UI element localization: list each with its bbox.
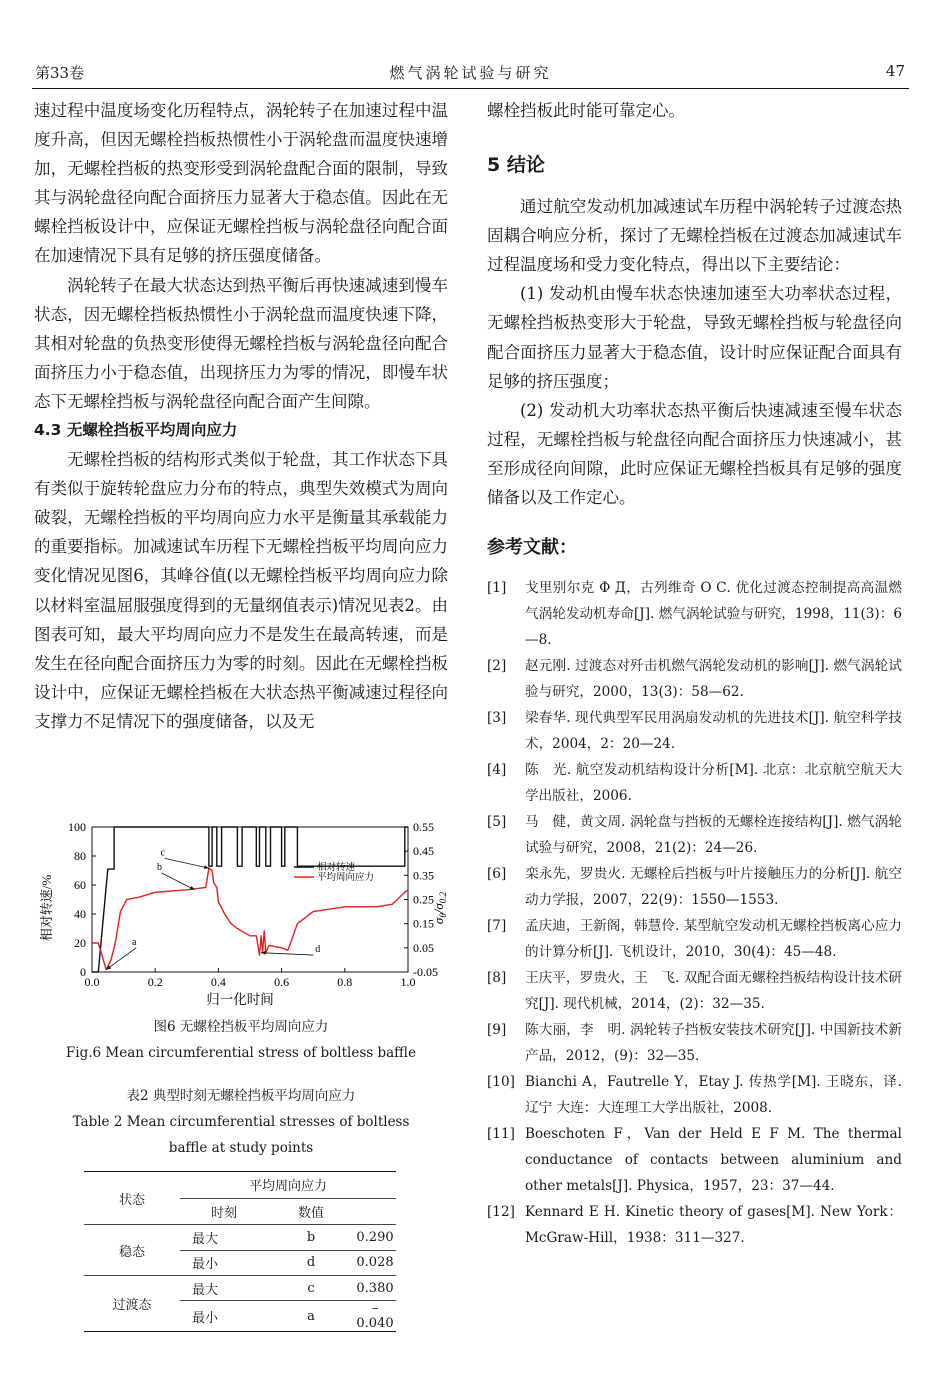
reference-item — [487, 1069, 902, 1121]
table-header-state: 状态 — [118, 1192, 145, 1208]
x-axis-title: 归一化时间 — [206, 992, 274, 1007]
conclusion-paragraph-2: (1) 发动机由慢车状态快速加速至大功率状态过程，无螺栓挡板热变形大于轮盘，导致无螺栓挡板与轮盘径向配合面挤压力显著大于稳态值，设计时应保证配合面具有足够的挤压强度； — [487, 284, 902, 391]
figure-6-caption-cn: 图6 无螺栓挡板平均周向应力 — [153, 1019, 329, 1035]
table-cell-time: b — [306, 1229, 316, 1245]
y2-tick-label: 0.05 — [413, 940, 434, 955]
y2-tick-label: 0.45 — [413, 844, 434, 859]
x-tick-label: 0.6 — [274, 975, 290, 989]
reference-number: [5] — [487, 814, 507, 831]
header-journal: 燃气涡轮试验与研究 — [389, 64, 552, 82]
right-column — [487, 96, 902, 1251]
reference-number: [1] — [487, 580, 507, 597]
reference-text: 赵元刚. 过渡态对歼击机燃气涡轮发动机的影响[J]. 燃气涡轮试验与研究，2000，13(3)：58—62. — [525, 658, 902, 701]
table-cell-value: –0.040 — [356, 1301, 394, 1331]
table-cell-value: 0.028 — [356, 1255, 394, 1271]
reference-text: 梁春华. 现代典型军民用涡扇发动机的先进技术[J]. 航空科学技术，2004，2：20—24. — [525, 710, 902, 753]
y2-axis-title: $\sigma_\theta/\sigma_{0.2}$ — [431, 891, 448, 925]
x-tick-label: 1.0 — [400, 975, 416, 989]
table-cell-value: 0.290 — [356, 1229, 394, 1245]
left-column — [34, 96, 448, 736]
left-paragraph-2: 涡轮转子在最大状态达到热平衡后再快速减速到慢车状态，因无螺栓挡板热惯性小于涡轮盘而温度快速下降，其相对轮盘的负热变形使得无螺栓挡板与涡轮盘径向配合面挤压力小于稳态值，出现挤压力为零的情况，即慢车状态下无螺栓挡板与涡轮盘径向配合面产生间隙。 — [34, 275, 448, 411]
y-tick-label: 60 — [74, 878, 86, 892]
table-cell-value: 0.380 — [356, 1280, 394, 1296]
left-paragraph-1: 速过程中温度场变化历程特点，涡轮转子在加速过程中温度升高，但因无螺栓挡板热惯性小于涡轮盘而温度快速增加，无螺栓挡板的热变形受到涡轮盘配合面的限制，导致其与涡轮盘径向配合面挤压力显著大于稳态值。因此在无螺栓挡板设计中，应保证无螺栓挡板与涡轮盘径向配合面在加速情况下具有足够的挤压强度储备。 — [34, 101, 448, 266]
header-volume: 第33卷 — [35, 64, 85, 82]
right-paragraph-continued: 螺栓挡板此时能可靠定心。 — [487, 101, 685, 120]
y-tick-label: 0 — [80, 965, 86, 979]
table-2-caption-en: Table 2 Mean circumferential stresses of boltless baffle at study points — [72, 1114, 410, 1156]
reference-number: [8] — [487, 970, 507, 987]
x-tick-label: 0.0 — [84, 975, 100, 989]
figure-6-chart — [30, 815, 450, 1015]
y2-tick-label: 0.25 — [413, 892, 434, 907]
reference-item — [487, 653, 902, 705]
table-cell-time: a — [307, 1308, 315, 1324]
y-axis-title: 相对转速/% — [39, 874, 54, 942]
reference-text: 栾永先，罗贵火. 无螺栓后挡板与叶片接触压力的分析[J]. 航空动力学报，2007，22(9)：1550—1553. — [525, 866, 902, 909]
plot-frame — [92, 827, 408, 972]
reference-number: [7] — [487, 918, 507, 935]
reference-text: Kennard E H. Kinetic theory of gases[M]. New York：McGraw-Hill，1938：311—327. — [525, 1204, 902, 1247]
reference-text: 马 健，黄文周. 涡轮盘与挡板的无螺栓连接结构[J]. 燃气涡轮试验与研究，2008，21(2)：24—26. — [525, 814, 902, 857]
table-header-time: 时刻 — [210, 1205, 237, 1221]
reference-item — [487, 965, 902, 1017]
left-paragraph-3: 无螺栓挡板的结构形式类似于轮盘，其工作状态下具有类似于旋转轮盘应力分布的特点，典型失效模式为周向破裂，无螺栓挡板的平均周向应力水平是衡量其承载能力的重要指标。加减速试车历程下无螺栓挡板平均周向应力变化情况见图6，其峰谷值(以无螺栓挡板平均周向应力除以材料室温屈服强度得到的无量纲值表示)情况见表2。由图表可知，最大平均周向应力不是发生在最高转速，而是发生在径向配合面挤压力为零的时刻。因此在无螺栓挡板设计中，应保证无螺栓挡板在大状态热平衡减速过程径向支撑力不足情况下的强度储备，以及无 — [34, 450, 448, 731]
table-2-caption-cn: 表2 典型时刻无螺栓挡板平均周向应力 — [126, 1088, 356, 1104]
reference-item — [487, 1017, 902, 1069]
reference-number: [4] — [487, 762, 507, 779]
table-header-value: 数值 — [297, 1205, 324, 1221]
reference-text: 戈里别尔克 Φ Д，古列维奇 О С. 优化过渡态控制提高高温燃气涡轮发动机寿命[J]. 燃气涡轮试验与研究，1998，11(3)：6—8. — [525, 580, 902, 649]
y2-tick-label: -0.05 — [413, 965, 438, 979]
reference-text: Bianchi A，Fautrelle Y，Etay J. 传热学[M]. 王晓东，译. 辽宁 大连：大连理工大学出版社，2008. — [525, 1074, 902, 1117]
header-page-number: 47 — [885, 62, 905, 80]
table-cell-time: d — [306, 1255, 316, 1271]
header-rule — [32, 88, 909, 89]
reference-number: [2] — [487, 658, 507, 675]
reference-number: [10] — [487, 1074, 515, 1091]
annotation-leader — [162, 873, 195, 890]
series-line-speed — [92, 827, 408, 972]
series-line-stress — [92, 868, 408, 970]
table-cell-state: 过渡态 — [112, 1298, 152, 1313]
table-cell-sub: 最小 — [192, 1310, 219, 1326]
annotation-label: d — [315, 944, 321, 956]
y2-tick-label: 0.15 — [413, 916, 434, 931]
conclusion-paragraph-1: 通过航空发动机加减速试车历程中涡轮转子过渡态热固耦合响应分析，探讨了无螺栓挡板在过渡态加减速试车过程温度场和受力变化特点，得出以下主要结论： — [487, 197, 902, 275]
reference-item — [487, 575, 902, 653]
y-tick-label: 80 — [74, 849, 86, 863]
y2-tick-label: 0.35 — [413, 868, 434, 883]
table-cell-sub: 最大 — [192, 1282, 219, 1298]
reference-number: [6] — [487, 866, 507, 883]
table-cell-state: 稳态 — [118, 1244, 145, 1260]
references-heading: 参考文献： — [487, 537, 577, 559]
figure-6-caption-en: Fig.6 Mean circumferential stress of boltless baffle — [65, 1045, 417, 1061]
annotation-leader — [165, 858, 209, 868]
table-header-group: 平均周向应力 — [180, 1172, 396, 1199]
y2-tick-label: 0.55 — [413, 820, 434, 834]
annotation-label: a — [132, 936, 137, 948]
reference-text: Boeschoten F，Van der Held E F M. The thermal conductance of contacts between aluminium and other metals[J]. Physica，1957，23：37—44. — [525, 1126, 902, 1195]
x-tick-label: 0.8 — [337, 975, 353, 989]
y-tick-label: 40 — [74, 907, 86, 921]
reference-item — [487, 757, 902, 809]
reference-text: 王庆平，罗贵火，王 飞. 双配合面无螺栓挡板结构设计技术研究[J]. 现代机械，2014，(2)：32—35. — [525, 970, 902, 1013]
table-2 — [84, 1171, 396, 1332]
chart-legend — [294, 861, 374, 883]
annotation-label: b — [157, 861, 163, 873]
reference-number: [3] — [487, 710, 507, 727]
reference-item — [487, 705, 902, 757]
reference-text: 陈 光. 航空发动机结构设计分析[M]. 北京：北京航空航天大学出版社，2006. — [525, 762, 902, 805]
table-cell-sub: 最大 — [192, 1231, 219, 1247]
conclusion-paragraph-3: (2) 发动机大功率状态热平衡后快速减速至慢车状态过程，无螺栓挡板与轮盘径向配合面挤压力快速减小，甚至形成径向间隙，此时应保证无螺栓挡板具有足够的强度储备以及工作定心。 — [487, 400, 902, 508]
reference-text: 孟庆迪，王新阁，韩慧伶. 某型航空发动机无螺栓挡板离心应力的计算分析[J]. 飞机设计，2010，30(4)：45—48. — [525, 918, 902, 961]
legend-label-stress: 平均周向应力 — [317, 873, 375, 883]
legend-label-speed: 相对转速 — [317, 863, 356, 873]
y-tick-label: 100 — [68, 820, 86, 834]
reference-item — [487, 1121, 902, 1199]
annotation-label: c — [160, 847, 165, 859]
reference-number: [9] — [487, 1022, 507, 1039]
reference-item — [487, 1199, 902, 1251]
reference-item — [487, 913, 902, 965]
x-tick-label: 0.2 — [147, 975, 163, 989]
y-tick-label: 20 — [74, 936, 86, 950]
reference-number: [11] — [487, 1126, 515, 1143]
reference-list — [487, 575, 902, 1251]
section-heading-5: 5 结论 — [487, 154, 545, 177]
table-cell-time: c — [307, 1280, 315, 1296]
reference-text: 陈大丽，李 明. 涡轮转子挡板安装技术研究[J]. 中国新技术新产品，2012，(9)：32—35. — [525, 1022, 902, 1065]
table-cell-sub: 最小 — [192, 1257, 219, 1273]
annotation-leader — [261, 953, 313, 955]
reference-item — [487, 861, 902, 913]
section-heading-4-3: 4.3 无螺栓挡板平均周向应力 — [34, 421, 238, 440]
reference-item — [487, 809, 902, 861]
reference-number: [12] — [487, 1204, 515, 1221]
x-tick-label: 0.4 — [210, 975, 226, 989]
